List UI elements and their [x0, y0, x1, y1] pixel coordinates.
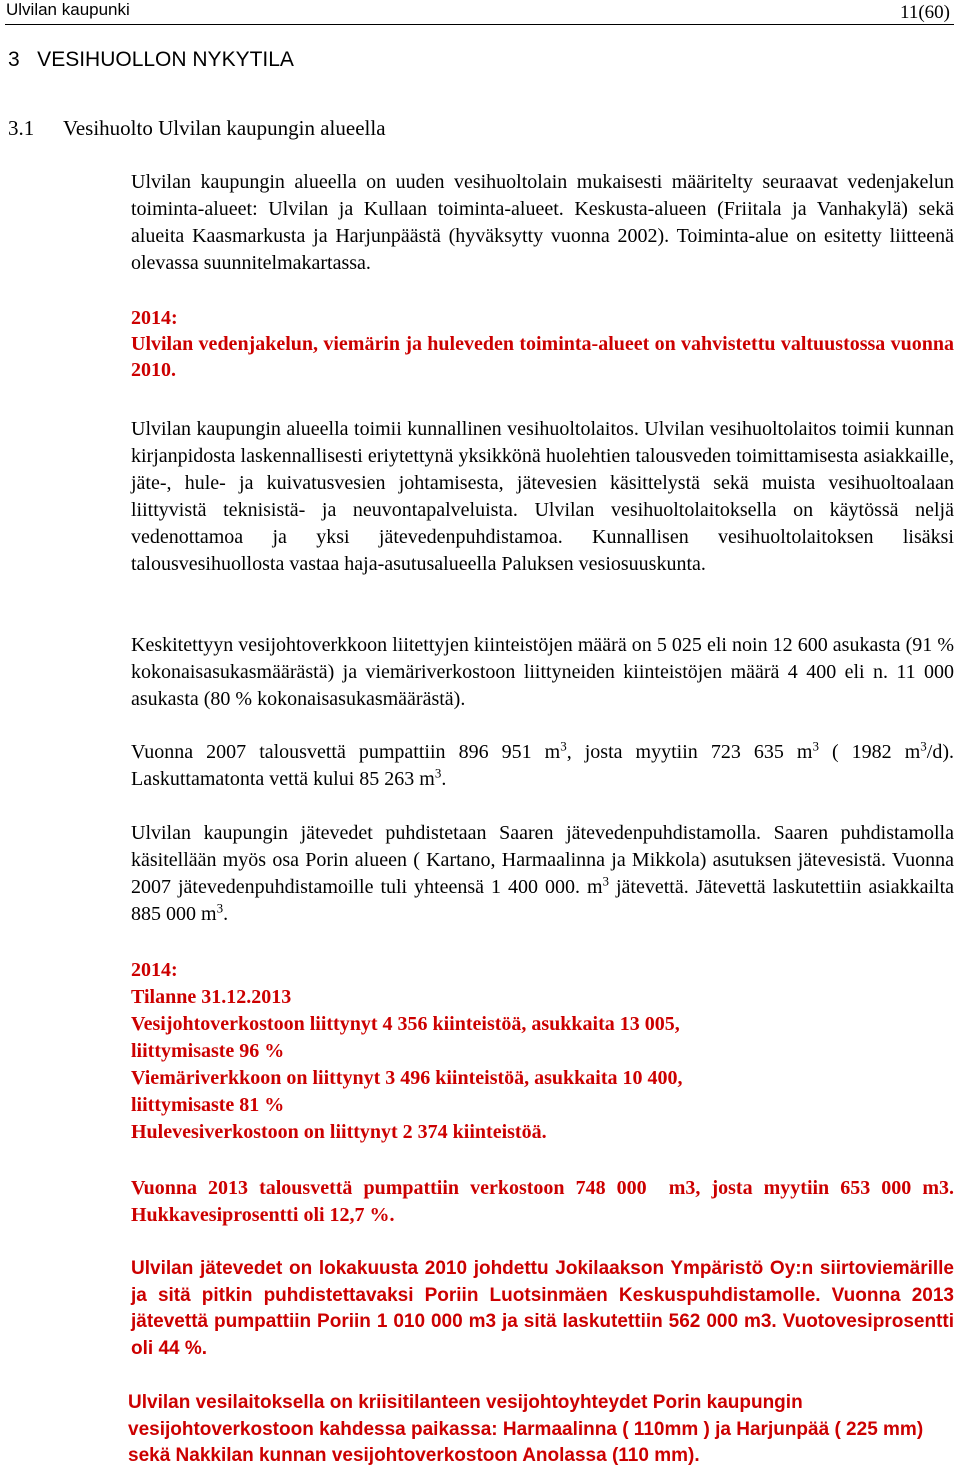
paragraph-2014-status — [131, 957, 954, 1146]
section-heading — [8, 116, 386, 141]
paragraph-wastewater-2007: Ulvilan kaupungin jätevedet puhdistetaan Saaren jätevedenpuhdistamolla. Saaren puhdistamolla käsitellään myös osa Porin alueen ( Kartano, Harmaalinna ja Mikkola) asutuksen jätevesistä. Vuonna 2007 jätevedenpuhdistamoille tuli yhteensä 1 400 000. $m^3$ jätevettä. Jätevettä laskutettiin asiakkailta 885 000 $m^3$. — [131, 822, 954, 925]
confirmation-text: Ulvilan vedenjakelun, viemärin ja huleveden toiminta-alueet on vahvistettu valtuustossa vuonna 2010. — [131, 333, 954, 381]
chapter-heading: 3 VESIHUOLLON NYKYTILA — [8, 48, 294, 71]
paragraph-water-utility: Ulvilan kaupungin alueella toimii kunnallinen vesihuoltolaitos. Ulvilan vesihuoltolaitos toimii kunnan kirjanpidosta laskennallisesti eriytettynä yksikkönä huolehtien talousveden toimittamisesta asiakkaille, jäte-, hule- ja kuivatusvesien johtamisesta, jätevesien käsittelystä sekä muista vesihuoltoalaan liittyvistä teknisistä- ja neuvontapalveluista. Ulvilan vesihuoltolaitoksella on käytössä neljä vedenottamoa ja yksi jätevedenpuhdistamoa. Kunnallisen vesihuoltolaitoksen lisäksi talousvesihuollosta vastaa haja-asutusalueella Paluksen vesiosuuskunta. — [131, 418, 954, 575]
header-divider — [5, 24, 954, 25]
header-org: Ulvilan kaupunki — [6, 0, 130, 19]
status-line: Hulevesiverkostoon on liittynyt 2 374 kiinteistöä. — [131, 1121, 547, 1143]
section-title: Vesihuolto Ulvilan kaupungin alueella — [63, 116, 386, 140]
status-line: Vesijohtoverkostoon liittynyt 4 356 kiinteistöä, asukkaita 13 005, — [131, 1013, 680, 1035]
paragraph-crisis-connections: Ulvilan vesilaitoksella on kriisitilanteen vesijohtoyhteydet Porin kaupungin vesijohtoverkostoon kahdessa paikassa: Harmaalinna ( 110mm ) ja Harjunpää ( 225 mm) sekä Nakkilan kunnan vesijohtoverkostoon Anolassa (110 mm). — [128, 1392, 924, 1466]
status-line: 2014: — [131, 959, 178, 981]
paragraph-water-pumped-2007: Vuonna 2007 talousvettä pumpattiin 896 951 $m^3$, josta myytiin 723 635 $m^3$ ( 1982 $m^3/d$). Laskuttamatonta vettä kului 85 263 $m^3$. — [131, 738, 954, 790]
status-line: liittymisaste 96 % — [131, 1040, 285, 1062]
header-page-number: 11(60) — [900, 2, 950, 23]
paragraph-connections: Keskitettyyn vesijohtoverkkoon liitettyjen kiinteistöjen määrä on 5 025 eli noin 12 600 asukasta (91 % kokonaisasukasmäärästä) ja viemäriverkostoon liittyneiden kiinteistöjen määrä 4 400 eli n. 11 000 asukasta (80 % kokonaisasukasmäärästä). — [131, 634, 954, 710]
paragraph-service-areas: Ulvilan kaupungin alueella on uuden vesihuoltolain mukaisesti määritelty seuraavat vedenjakelun toiminta-alueet: Ulvilan ja Kullaan toiminta-alueet. Keskusta-alueen (Friitala ja Vanhakylä) sekä alueita Kaasmarkusta ja Harjunpäästä (hyväksytty vuonna 2002). Toiminta-alue on esitetty liitteenä olevassa suunnitelmakartassa. — [131, 171, 954, 274]
paragraph-2014-confirmation — [131, 305, 954, 383]
status-line: Tilanne 31.12.2013 — [131, 986, 292, 1008]
paragraph-wastewater-2013: Ulvilan jätevedet on lokakuusta 2010 johdettu Jokilaakson Ympäristö Oy:n siirtoviemärille ja sitä pitkin puhdistettavaksi Poriin Luotsinmäen Keskuspuhdistamolle. Vuonna 2013 jätevettä pumpattiin Poriin 1 010 000 m3 ja sitä laskutettiin 562 000 m3. Vuotovesiprosentti oli 44 %. — [131, 1258, 954, 1359]
year-label: 2014: — [131, 307, 178, 329]
paragraph-water-pumped-2013: Vuonna 2013 talousvettä pumpattiin verkostoon 748 000 m3, josta myytiin 653 000 m3. Hukkavesiprosentti oli 12,7 %. — [131, 1177, 959, 1226]
status-line: liittymisaste 81 % — [131, 1094, 285, 1116]
section-number: 3.1 — [8, 116, 35, 140]
status-line: Viemäriverkkoon on liittynyt 3 496 kiinteistöä, asukkaita 10 400, — [131, 1067, 683, 1089]
